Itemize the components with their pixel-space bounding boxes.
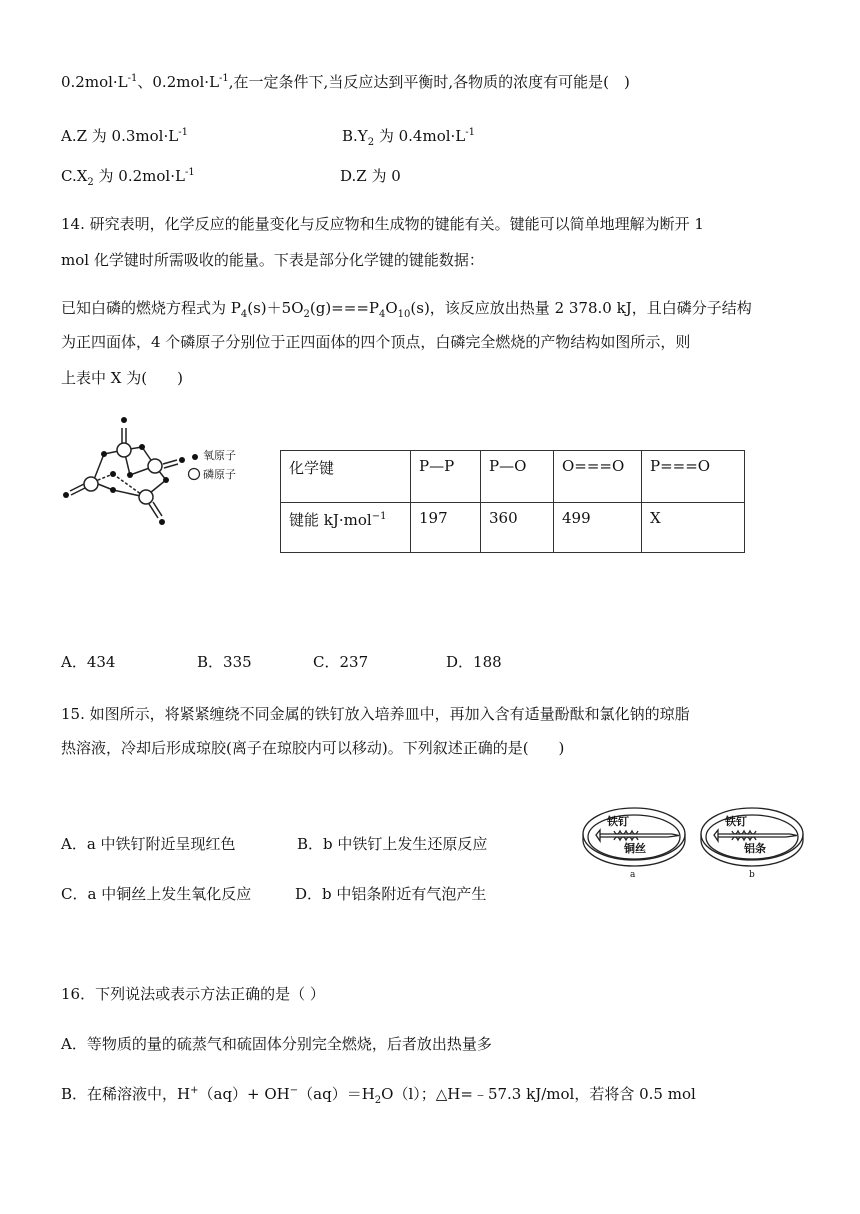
table-row [281, 503, 745, 553]
q15-option-c: C．a 中铜丝上发生氧化反应 [61, 885, 252, 903]
dish-b-caption: b [749, 870, 755, 880]
q15-stem-line1: 15. 如图所示，将紧紧缠绕不同金属的铁钉放入培养皿中，再加入含有适量酚酞和氯化钠的琼脂 [61, 705, 690, 723]
table-row-label: 键能 kJ·mol$^{-1}$ [281, 503, 411, 553]
dish-a-caption: a [630, 870, 636, 880]
q13-stem-tail: $0.2mol\cdot L^{-1}$、$0.2mol\cdot L^{-1}$,在一定条件下,当反应达到平衡时,各物质的浓度有可能是( ) [61, 73, 630, 91]
q16-option-b: B．在稀溶液中，$H^+(aq)+ OH^-(aq)=H_2O(l)$；△H=﹣57.3 kJ/mol，若将含 0.5 mol [61, 1085, 696, 1106]
p4o10-structure-diagram [58, 412, 198, 532]
table-header-cell: 化学键 [281, 451, 411, 503]
q14-stem-line2: mol 化学键时所需吸收的能量。下表是部分化学键的键能数据： [61, 251, 484, 269]
q14-stem-line1: 14. 研究表明，化学反应的能量变化与反应物和生成物的键能有关。键能可以简单地理解为断开 1 [61, 215, 704, 233]
phosphorus-legend-label: 磷原子 [203, 468, 236, 481]
q16-stem: 16．下列说法或表示方法正确的是（ ） [61, 985, 325, 1003]
table-header-cell: P===O [642, 451, 745, 503]
oxygen-legend-icon [189, 451, 201, 463]
dish-b-nail-label: 铁钉 [725, 815, 747, 828]
q15-stem-line2: 热溶液，冷却后形成琼胶(离子在琼胶内可以移动)。下列叙述正确的是( ) [61, 739, 565, 757]
q14-stem-line3: 已知白磷的燃烧方程式为 $P_4(s)+5O_2(g)===P_4O_{10}(s)$，该反应放出热量 2 378.0 kJ，且白磷分子结构 [61, 299, 752, 320]
table-cell: 360 [481, 503, 554, 553]
q15-option-b: B．b 中铁钉上发生还原反应 [297, 835, 488, 853]
q13-option-c: $C.X_2$ 为 $0.2mol\cdot L^{-1}$ [61, 167, 195, 188]
q14-stem-line5: 上表中 X 为( ) [61, 369, 183, 387]
table-header-cell: P—P [411, 451, 481, 503]
q15-option-d: D．b 中铝条附近有气泡产生 [295, 885, 487, 903]
q15-option-a: A．a 中铁钉附近呈现红色 [61, 835, 236, 853]
table-row [281, 451, 745, 503]
q14-option-a: A．434 [61, 653, 116, 671]
q14-option-d: D．188 [446, 653, 502, 671]
q13-option-b: $B.Y_2$ 为 $0.4mol\cdot L^{-1}$ [342, 127, 476, 148]
q13-option-a: A.Z 为 $0.3mol\cdot L^{-1}$ [61, 127, 188, 145]
dish-a-wire-label: 铜丝 [624, 842, 646, 855]
dish-b-wire-label: 铝条 [744, 842, 766, 855]
dish-a-nail-label: 铁钉 [607, 815, 629, 828]
phosphorus-legend-icon [187, 467, 201, 481]
oxygen-legend-label: 氧原子 [203, 449, 236, 462]
table-cell: X [642, 503, 745, 553]
q14-stem-line4: 为正四面体，4 个磷原子分别位于正四面体的四个顶点，白磷完全燃烧的产物结构如图所示，则 [61, 333, 691, 351]
q16-option-a: A．等物质的量的硫蒸气和硫固体分别完全燃烧，后者放出热量多 [61, 1035, 492, 1053]
table-cell: 197 [411, 503, 481, 553]
q13-option-d: D.Z 为 0 [340, 167, 401, 185]
table-header-cell: P—O [481, 451, 554, 503]
table-header-cell: O===O [554, 451, 642, 503]
q14-option-b: B．335 [197, 653, 252, 671]
q14-option-c: C．237 [313, 653, 369, 671]
bond-energy-table [280, 450, 745, 553]
table-cell: 499 [554, 503, 642, 553]
